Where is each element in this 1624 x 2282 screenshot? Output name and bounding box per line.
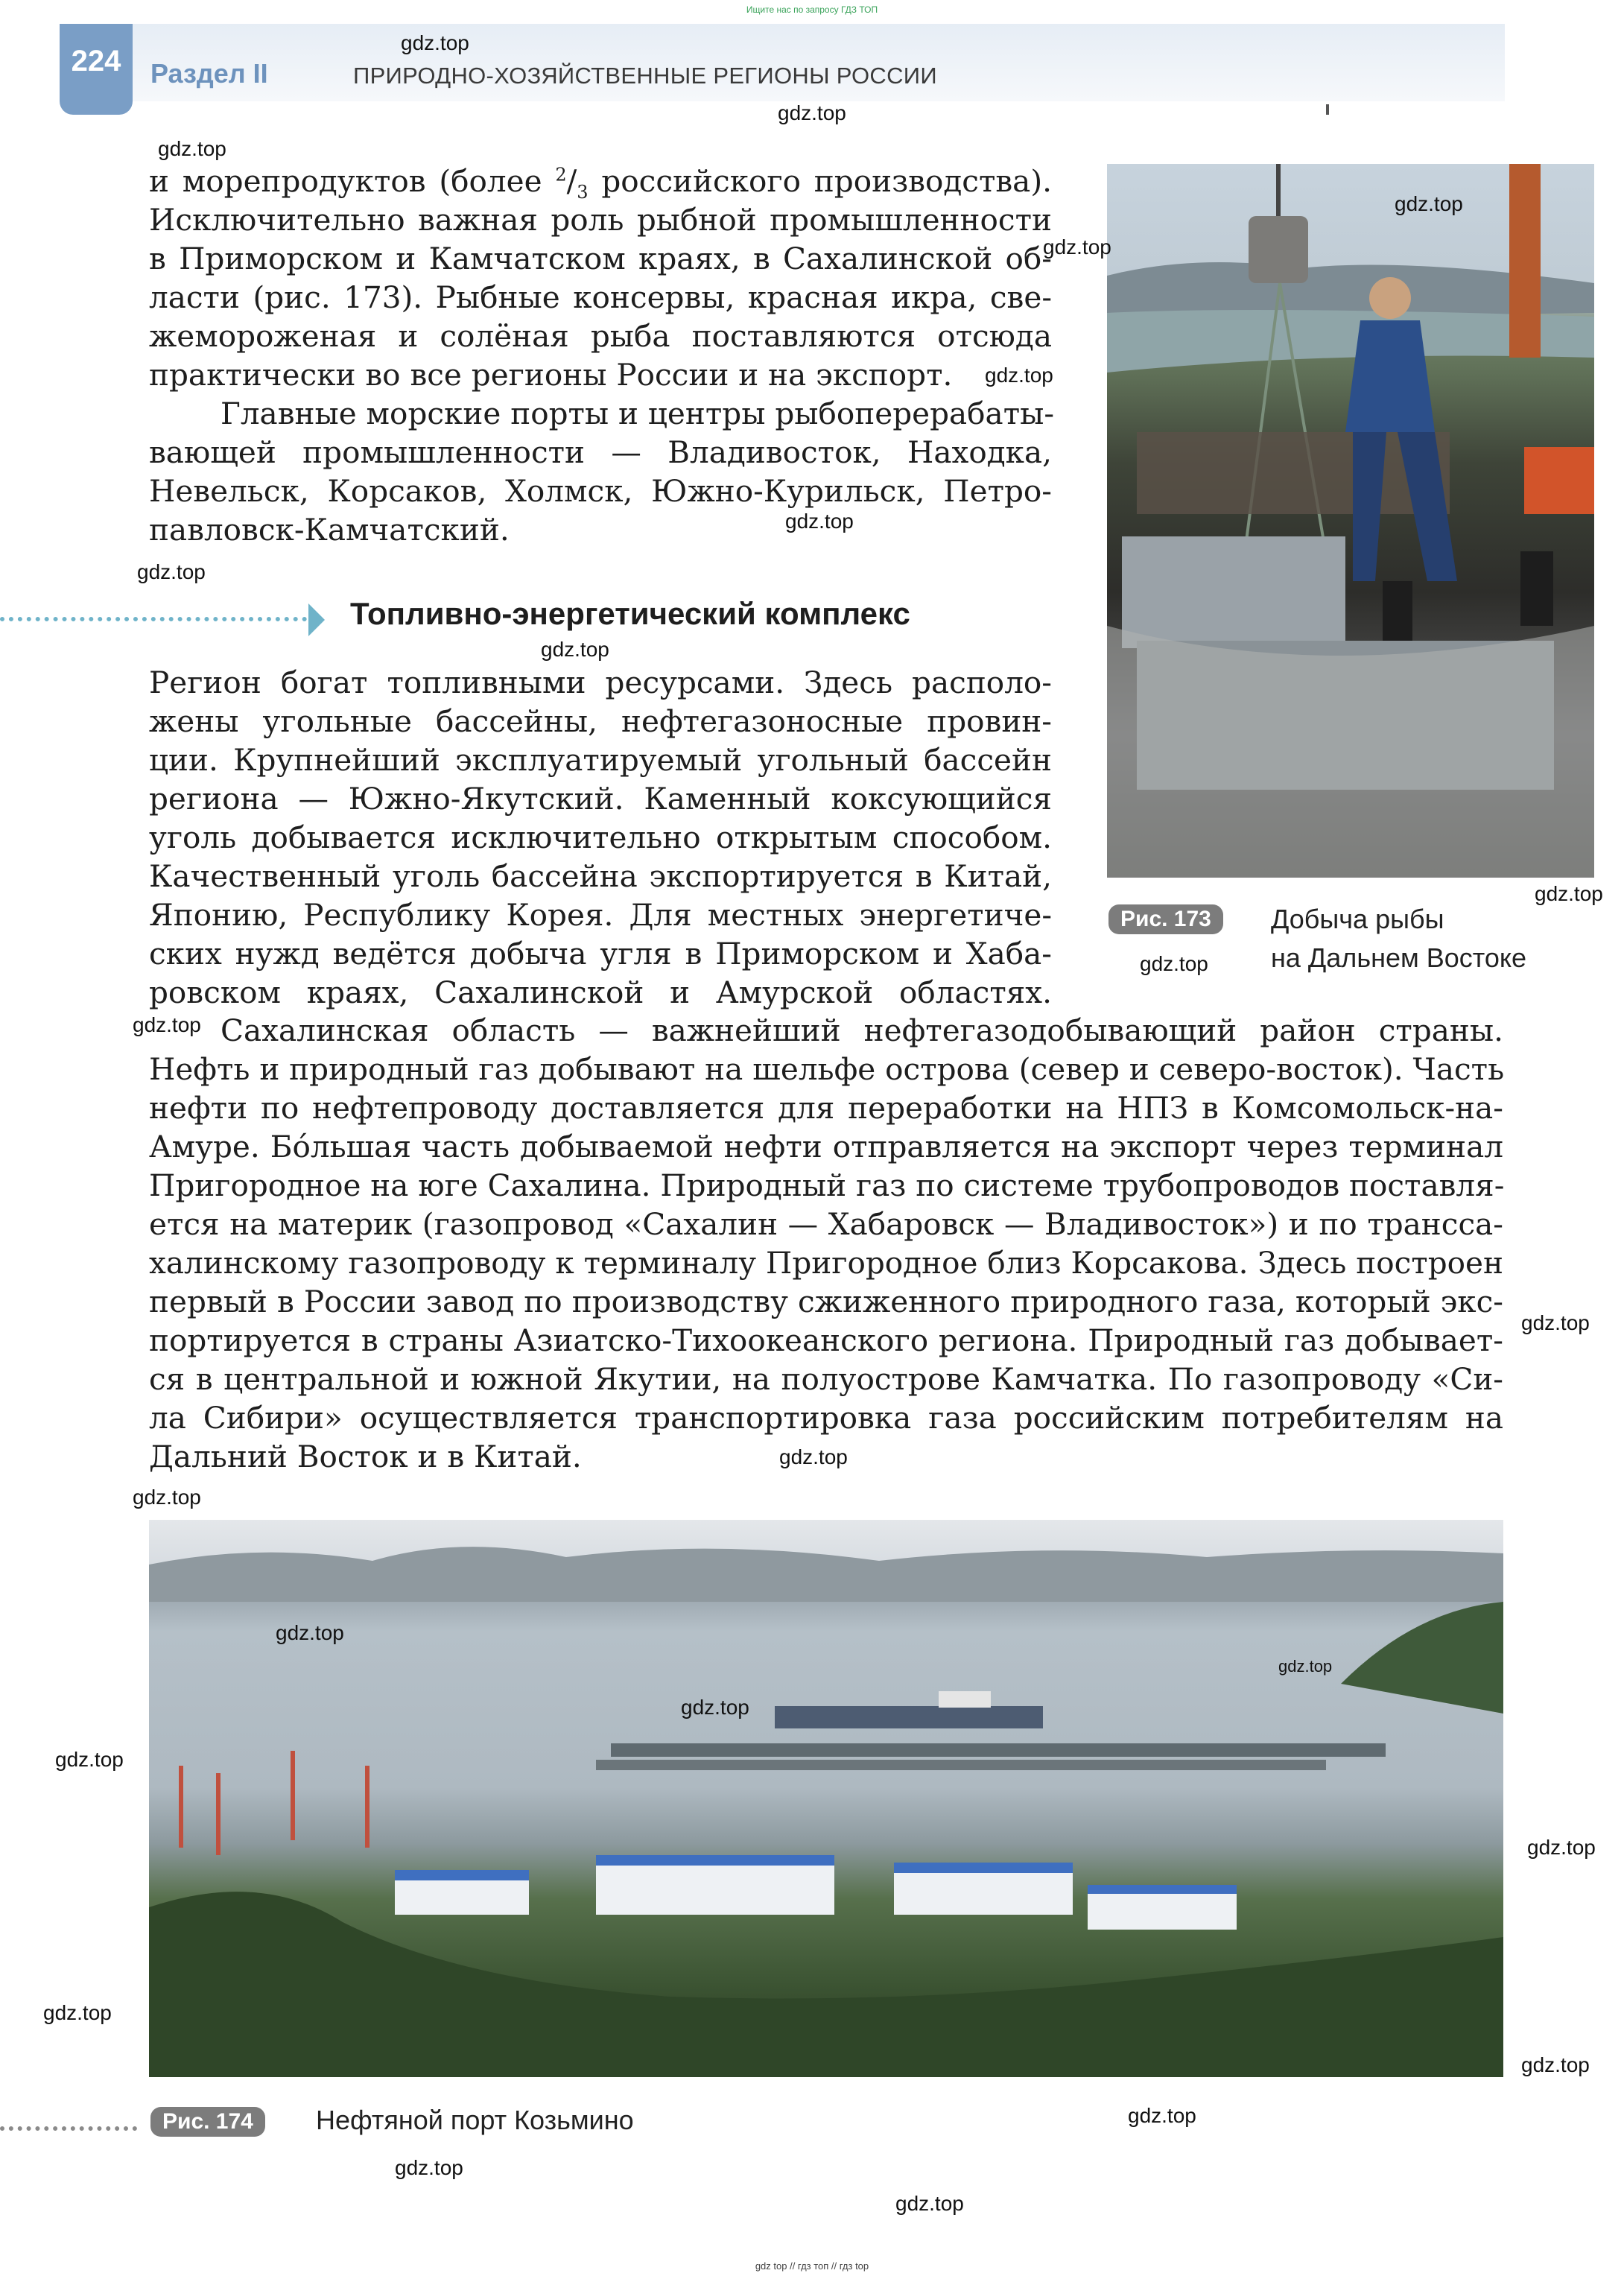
- text-line: региона — Южно-Якутский. Каменный коксующийся: [149, 781, 1052, 817]
- section-dotted-line: [0, 617, 307, 621]
- text-line: Качественный уголь бассейна экспортируется в Китай,: [149, 858, 1052, 894]
- watermark: gdz.top: [137, 560, 206, 583]
- watermark: gdz.top: [681, 1696, 749, 1719]
- watermark: gdz.top: [133, 1013, 201, 1036]
- text-line: жемороженая и солёная рыба поставляются отсюда: [149, 318, 1052, 354]
- paragraph-oil-gas: [149, 1011, 1503, 1476]
- paragraph-coal: [149, 663, 1052, 1012]
- watermark: gdz.top: [276, 1621, 344, 1644]
- watermark: gdz.top: [1535, 882, 1603, 905]
- text-line: Регион богат топливными ресурсами. Здесь располо-: [149, 665, 1052, 700]
- photo-fishing-illustration: [1107, 164, 1594, 878]
- watermark: gdz.top: [1521, 2053, 1590, 2076]
- text-line: Амуре. Бóльшая часть добываемой нефти отправляется на экспорт через терминал: [149, 1129, 1503, 1164]
- watermark: gdz.top: [895, 2192, 964, 2215]
- section-label: Раздел II: [150, 58, 268, 89]
- caption-line: на Дальнем Востоке: [1271, 942, 1527, 973]
- watermark: gdz.top: [43, 2001, 112, 2024]
- watermark: gdz.top: [55, 1748, 124, 1771]
- figure-173-caption: [1271, 900, 1526, 977]
- watermark: gdz.top: [785, 510, 854, 533]
- text-line: Японию, Республику Корея. Для местных энергетиче-: [149, 897, 1052, 933]
- text-line: практически во все регионы России и на экспорт.: [149, 357, 953, 393]
- watermark: gdz.top: [1527, 1836, 1596, 1859]
- figure-174-dotted-line: [0, 2126, 137, 2131]
- running-title: ПРИРОДНО-ХОЗЯЙСТВЕННЫЕ РЕГИОНЫ РОССИИ: [353, 63, 937, 89]
- photo-oil-port: [149, 1520, 1503, 2077]
- watermark: gdz.top: [1278, 1657, 1333, 1676]
- text-line: ласти (рис. 173). Рыбные консервы, красная икра, све-: [149, 279, 1052, 315]
- text-line: ется на материк (газопровод «Сахалин — Хабаровск — Владивосток») и по трансса-: [149, 1206, 1503, 1242]
- text-line: нефти по нефтепроводу доставляется для переработки на НПЗ в Комсомольск-на-: [149, 1090, 1503, 1126]
- watermark: gdz.top: [1521, 1311, 1590, 1334]
- bottom-note: gdz top // гдз топ // гдз top: [755, 2260, 869, 2272]
- text-line: Главные морские порты и центры рыбоперерабаты-: [221, 396, 1055, 431]
- text-line: в Приморском и Камчатском краях, в Сахалинской об-: [149, 241, 1052, 276]
- figure-174-caption: Нефтяной порт Козьмино: [316, 2105, 634, 2135]
- text-line: Пригородное на юге Сахалина. Природный газ по системе трубопроводов поставля-: [149, 1167, 1505, 1203]
- figure-174-badge: Рис. 174: [150, 2107, 265, 2137]
- text-line: жены угольные бассейны, нефтегазоносные провин-: [149, 703, 1052, 739]
- paragraph-fish-industry: [149, 162, 1052, 394]
- photo-oil-port-illustration: [149, 1520, 1503, 2077]
- text-line: портируется в страны Азиатско-Тихоокеанского региона. Природный газ добывает-: [149, 1322, 1503, 1358]
- text-line: Сахалинская область — важнейший нефтегазодобывающий район страны.: [221, 1012, 1503, 1048]
- section-arrow-icon: [308, 603, 325, 636]
- text-line: вающей промышленности — Владивосток, Находка,: [149, 434, 1052, 470]
- photo-fishing: [1107, 164, 1594, 878]
- text-line: уголь добывается исключительно открытым способом.: [149, 820, 1052, 855]
- caption-line: Добыча рыбы: [1271, 904, 1444, 934]
- text-line: ся в центральной и южной Якутии, на полуострове Камчатка. По газопроводу «Си-: [149, 1361, 1503, 1397]
- watermark: gdz.top: [158, 137, 226, 160]
- text-line: ции. Крупнейший эксплуатируемый угольный бассейн: [149, 742, 1052, 778]
- text-line: первый в России завод по производству сжиженного природного газа, который экс-: [149, 1284, 1503, 1319]
- text-line: и морепродуктов (более $^2/_3$ российского производства).: [149, 163, 1052, 203]
- text-line: ских нужд ведётся добыча угля в Приморском и Хаба-: [149, 936, 1052, 972]
- watermark: gdz.top: [1043, 235, 1111, 259]
- figure-173-badge: Рис. 173: [1108, 904, 1223, 934]
- watermark: gdz.top: [1128, 2104, 1196, 2127]
- watermark: gdz.top: [778, 101, 846, 124]
- text-line: халинскому газопроводу к терминалу Пригородное близ Корсакова. Здесь построен: [149, 1245, 1503, 1281]
- watermark: gdz.top: [1395, 192, 1463, 215]
- text-line: павловск-Камчатский.: [149, 512, 510, 548]
- text-line: ровском краях, Сахалинской и Амурской областях.: [149, 974, 1052, 1010]
- watermark: gdz.top: [985, 364, 1053, 387]
- watermark: gdz.top: [1140, 952, 1208, 975]
- page-number: 224: [60, 24, 133, 115]
- watermark: gdz.top: [541, 638, 609, 661]
- text-line: Дальний Восток и в Китай.: [149, 1439, 582, 1474]
- top-note: Ищите нас по запросу ГДЗ ТОП: [746, 4, 878, 15]
- text-line: ла Сибири» осуществляется транспортировка газа российским потребителям на: [149, 1400, 1503, 1436]
- text-line: Исключительно важная роль рыбной промышленности: [149, 202, 1052, 238]
- watermark: gdz.top: [779, 1445, 848, 1468]
- header-mark: [1326, 104, 1329, 115]
- text-line: Нефть и природный газ добывают на шельфе острова (север и северо-восток). Часть: [149, 1051, 1505, 1087]
- text-line: Невельск, Корсаков, Холмск, Южно-Курильск, Петро-: [149, 473, 1052, 509]
- watermark: gdz.top: [401, 31, 469, 54]
- watermark: gdz.top: [395, 2156, 463, 2179]
- section-heading: Топливно-энергетический комплекс: [350, 596, 910, 631]
- paragraph-ports: [149, 394, 1055, 549]
- watermark: gdz.top: [133, 1486, 201, 1509]
